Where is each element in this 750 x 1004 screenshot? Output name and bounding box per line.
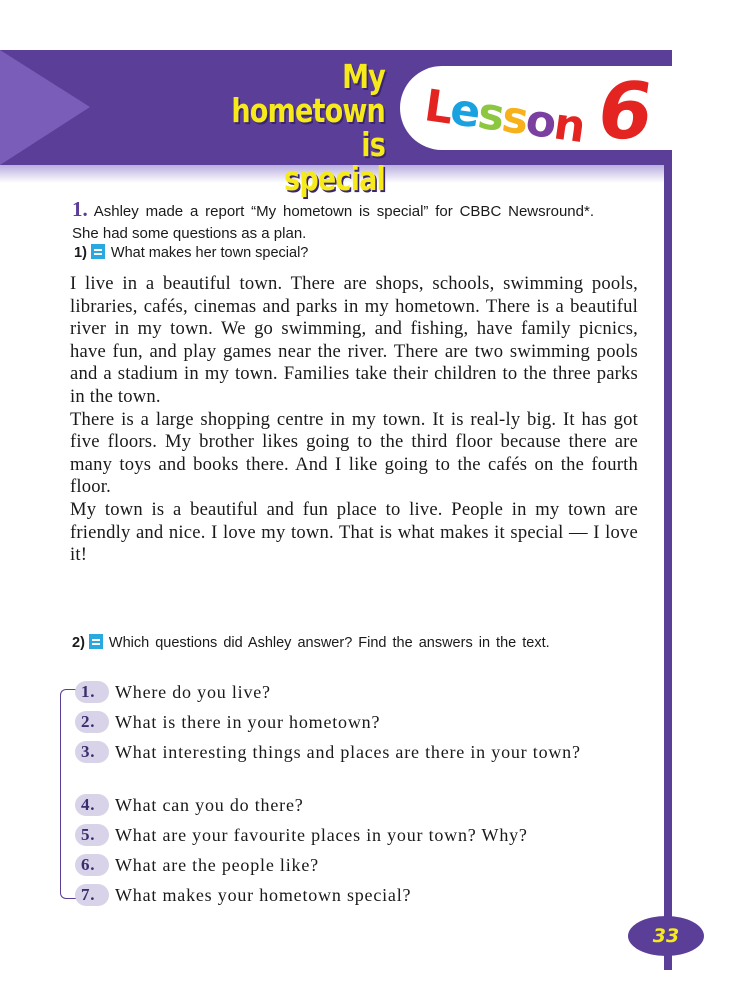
- question-number: 1.: [75, 681, 109, 703]
- question-text: What is there in your hometown?: [115, 712, 381, 732]
- lesson-letter: s: [474, 87, 506, 142]
- question-text: What interesting things and places are there in your town?: [115, 742, 581, 762]
- list-item: [75, 681, 645, 703]
- question-number: 2.: [75, 711, 109, 733]
- question-text: What makes your hometown special?: [115, 885, 412, 905]
- question-number: 6.: [75, 854, 109, 876]
- list-item: [75, 711, 645, 733]
- lesson-title-line-1: My hometown is: [231, 57, 385, 164]
- lesson-letter: L: [421, 80, 455, 135]
- list-item: [75, 824, 645, 846]
- question-text: Where do you live?: [115, 682, 271, 702]
- task-1-text: Ashley made a report “My hometown is special” for CBBC Newsround*. She had some questions as a plan.: [72, 203, 594, 242]
- question-number: 7.: [75, 884, 109, 906]
- page-number: 33: [628, 916, 704, 956]
- reading-icon: [91, 244, 105, 259]
- task-1-instruction: [72, 198, 594, 245]
- task-number: 1.: [72, 197, 88, 221]
- list-item: [75, 854, 645, 876]
- subtask-2-text: Which questions did Ashley answer? Find the answers in the text.: [108, 635, 550, 651]
- lesson-letter: o: [522, 94, 558, 149]
- list-item: [75, 884, 645, 906]
- reading-passage: [70, 273, 638, 567]
- lesson-letter: e: [447, 83, 482, 139]
- question-text: What are the people like?: [115, 855, 319, 875]
- lesson-letter: n: [550, 98, 587, 153]
- question-number: 4.: [75, 794, 109, 816]
- lesson-letter: s: [498, 91, 530, 145]
- page-edge-bar: [664, 50, 672, 970]
- subtask-1: [74, 243, 614, 263]
- question-number: 5.: [75, 824, 109, 846]
- lesson-number: 6: [591, 67, 659, 157]
- reading-paragraph-2: There is a large shopping centre in my town. It is real-ly big. It has got five floors. My brother likes going to the third floor because there are many toys and books there. And I like going to the cafés on the fourth floor.: [70, 408, 638, 498]
- reading-paragraph-1: I live in a beautiful town. There are shops, schools, swimming pools, libraries, cafés, cinemas and parks in my hometown. There is a beautiful river in my town. We go swimming, and fishing, have family picnics, have fun, and play games near the river. There are two swimming pools and a stadium in my town. Families take their children to the three parks in the town.: [70, 273, 638, 407]
- subtask-number: 2): [72, 635, 85, 651]
- lesson-title-line-2: special: [284, 159, 385, 198]
- question-text: What can you do there?: [115, 795, 304, 815]
- list-item: [75, 741, 645, 763]
- reading-icon: [89, 634, 103, 649]
- question-text: What are your favourite places in your town? Why?: [115, 825, 528, 845]
- subtask-1-text: What makes her town special?: [110, 245, 309, 261]
- header-arrow-decoration: [0, 50, 90, 165]
- subtask-2: [72, 633, 602, 654]
- lesson-title: [201, 57, 386, 198]
- question-number: 3.: [75, 741, 109, 763]
- list-item: [75, 794, 645, 816]
- subtask-number: 1): [74, 245, 87, 261]
- reading-paragraph-3: My town is a beautiful and fun place to live. People in my town are friendly and nice. I love my town. That is what makes it special — I love it!: [70, 498, 638, 566]
